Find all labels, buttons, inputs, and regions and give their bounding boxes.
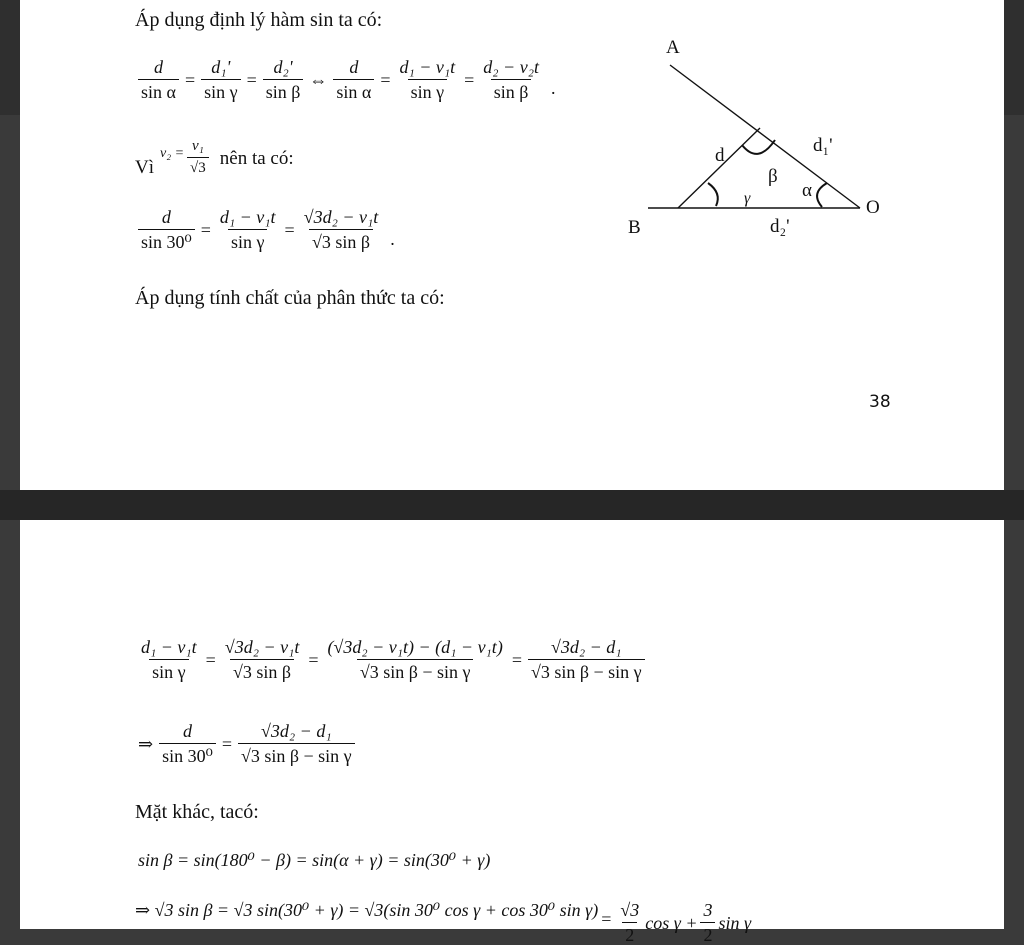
label-b: B [628,217,641,238]
fraction: $\frac{\text{d₂'}}{\text{sin β}}$ [263,58,304,101]
page-number: 38 [869,392,891,412]
fraction: $\frac{d}{\text{sin α}}$ [333,58,374,101]
implies-symbol: ⇒ [138,733,154,754]
page-gutter [0,490,1024,520]
equation-combined-fractions: $\frac{\text{d₁ − v₁t}}{\text{sin γ}}$ = $\frac{\text{√3d₂ − v₁t}}{\text{√3 sin β}}$ = $\frac{\text{(√3d₂ − v₁t) − (d₁ − v₁t)}}{\text{√3 sin β − sin γ}}$ = $\frac{\text{√3d₂ − d₁}}{\text{√3 sin β − sin γ}}$ [135,638,648,681]
fraction: $\frac{\text{(√3d₂ − v₁t) − (d₁ − v₁t)}}{\text{√3 sin β − sin γ}}$ [327,637,503,682]
label-beta: β [768,166,778,187]
angle-beta-arc [742,140,775,154]
angle-alpha-arc [817,183,827,207]
fraction: $\frac{\text{d₁ − v₁t}}{\text{sin γ}}$ [399,57,456,102]
label-d2: d₂' [770,216,790,237]
text-line-mat-khac: Mặt khác, tacó: [135,801,259,823]
fraction: $\frac{\text{√3d₂ − d₁}}{\text{√3 sin β − sin γ}}$ [238,722,355,765]
equation-implies-sin30: ⇒ $\frac{d}{\text{sin 30⁰}}$ = $\frac{\text{√3d₂ − d₁}}{\text{√3 sin β − sin γ}}$ [135,722,358,765]
fraction: $\frac{\text{√3d₂ − v₁t}}{\text{√3 sin β}}$ [303,207,379,252]
equation-root3-sin-beta: ⇒ √3 sin β = √3 sin(30⁰ + γ) = √3(sin 30⁰ cos γ + cos 30⁰ sin γ) = $\frac{√3}{2}$ cos γ + $\frac{3}{2}$ sin γ [135,899,752,945]
label-gamma: γ [744,190,751,207]
fraction: $\frac{\text{d₁ − v₁t}}{\text{sin γ}}$ [219,207,276,252]
fraction: $\frac{d}{\text{sin α}}$ [138,58,179,101]
document-page-2 [20,520,1004,945]
fraction: $\frac{d}{\text{sin 30⁰}}$ [159,722,216,765]
label-a: A [666,37,680,58]
iff-symbol: ⇔ [309,69,328,90]
equation-sin30: $\frac{d}{\text{sin 30⁰}}$ = $\frac{\text{d₁ − v₁t}}{\text{sin γ}}$ = $\frac{\text{√3d₂ − v₁t}}{\text{√3 sin β}}$ . [135,208,395,251]
fraction: $\frac{\text{√3d₂ − d₁}}{\text{√3 sin β − sin γ}}$ [528,638,645,681]
fraction: $\frac{\text{d₁ − v₁t}}{\text{sin γ}}$ [141,637,197,682]
fraction: $\frac{\text{√3d₂ − v₁t}}{\text{√3 sin β}}$ [224,637,300,682]
text-line-property: Áp dụng tính chất của phân thức ta có: [135,287,445,309]
fraction: $\frac{√3}{2}$ [620,900,640,945]
label-d1: d₁' [813,135,833,156]
document-page-1 [20,0,1004,490]
label-alpha: α [802,180,812,201]
angle-gamma-arc [708,183,718,206]
label-d: d [715,145,725,166]
text-line-sine-rule: Áp dụng định lý hàm sin ta có: [135,9,383,31]
label-o: O [866,197,880,218]
fraction: $\frac{\text{v₁}}{√3}$ [187,139,209,176]
equation-v2: Vì v₂ = $\frac{\text{v₁}}{√3}$ nên ta có: [135,138,294,178]
equation-sine-rule: $\frac{d}{\text{sin α}}$ = $\frac{\text{d₁'}}{\text{sin γ}}$ = $\frac{\text{d₂'}}{\text{sin β}}$ ⇔ $\frac{d}{\text{sin α}}$ = $\frac{\text{d₁ − v₁t}}{\text{sin γ}}$ = $\frac{\text{d₂ − v₂t}}{\text{sin β}}$ . [135,58,555,101]
fraction: $\frac{\text{d₁'}}{\text{sin γ}}$ [201,58,240,101]
fraction: $\frac{3}{2}$ [700,901,715,944]
fraction: $\frac{d}{\text{sin 30⁰}}$ [138,208,195,251]
equation-sin-beta: sin β = sin(180⁰ − β) = sin(α + γ) = sin(30⁰ + γ) [138,850,491,870]
fraction: $\frac{\text{d₂ − v₂t}}{\text{sin β}}$ [483,57,539,102]
triangle-diagram [610,25,910,250]
